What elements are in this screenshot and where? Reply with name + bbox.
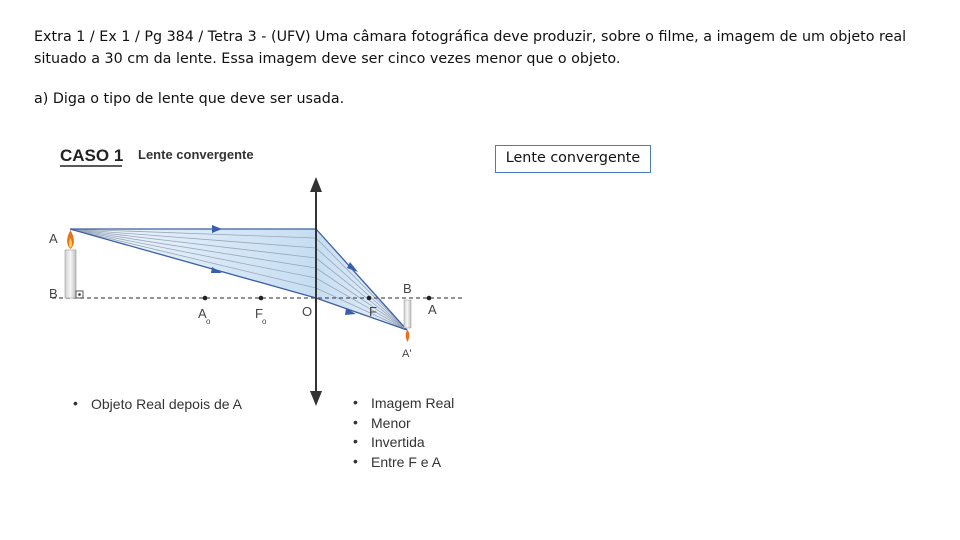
problem-line-1: Extra 1 / Ex 1 / Pg 384 / Tetra 3 - (UFV) Uma câmara fotográfica deve produzir, sobre o filme, a imagem de um objeto real: [34, 29, 907, 45]
label-Ao-sub: o: [206, 317, 211, 326]
object-note-bullet: •: [73, 395, 78, 411]
object-note: Objeto Real depois de A: [91, 396, 242, 412]
answer-box: Lente convergente: [495, 145, 651, 173]
label-A-right: A: [428, 302, 437, 317]
label-F: F: [369, 304, 377, 319]
label-Fo-sub: o: [262, 317, 267, 326]
case-title: CASO 1: [60, 146, 124, 165]
label-O: O: [302, 304, 313, 319]
label-Fo: F: [255, 306, 263, 321]
label-A-prime: A': [402, 348, 412, 360]
candle-image: [404, 300, 411, 342]
image-note-bullet-3: •: [353, 433, 358, 449]
image-note-bullet-1: •: [353, 394, 358, 410]
image-note-bullet-4: •: [353, 453, 358, 469]
image-note-4: Entre F e A: [371, 454, 442, 470]
image-note-3: Invertida: [371, 434, 425, 450]
image-note-2: Menor: [371, 415, 411, 431]
image-note-1: Imagem Real: [371, 395, 455, 411]
label-Ao: A: [198, 306, 207, 321]
case-subtitle: Lente convergente: [138, 147, 254, 162]
candle-object: [65, 230, 83, 298]
image-note-bullet-2: •: [353, 414, 358, 430]
question-a: a) Diga o tipo de lente que deve ser usada.: [34, 91, 345, 107]
label-B-image: B: [403, 281, 412, 296]
problem-line-2: situado a 30 cm da lente. Essa imagem deve ser cinco vezes menor que o objeto.: [34, 51, 621, 67]
label-A: A: [49, 231, 58, 246]
label-B: B: [49, 286, 58, 301]
